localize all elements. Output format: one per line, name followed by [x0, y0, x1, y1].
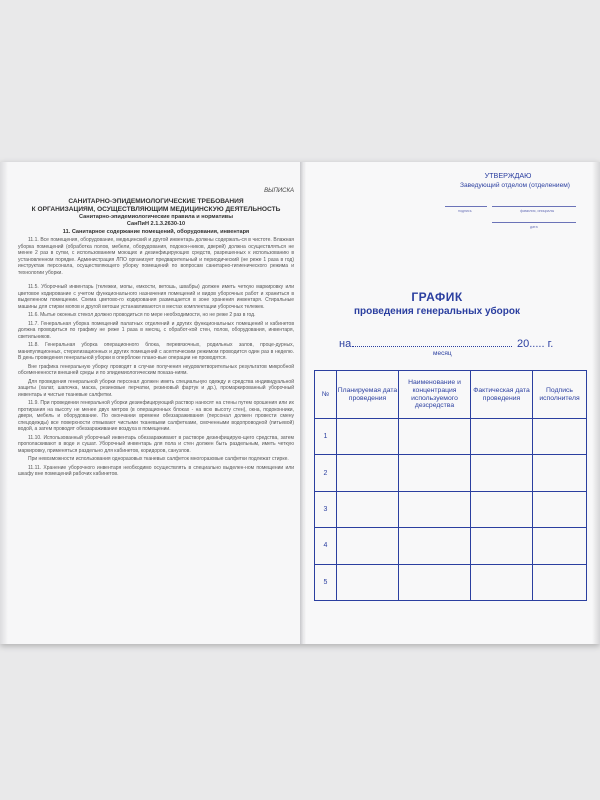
heading-section-11: 11. Санитарное содержание помещений, оборудования, инвентаря: [62, 228, 250, 235]
signature-line: [445, 206, 487, 207]
schedule-subtitle: проведения генеральных уборок: [353, 306, 521, 317]
paragraph-11-1: 11.1. Все помещения, оборудование, медицинский и другой инвентарь должны содержать-ся в чистоте. Влажная уборка помещений (обработка полов, мебели, оборудования, подокон-ников, дверей) должна осуществляться не менее 2 раз в сутки, с использованием моющих и дезинфицирующих средств, разрешенных к использованию в установленном порядке. Администрация ЛПО организует предварительный и периодический (не реже 1 раза в год) инструктаж персонала, осуществляющего уборку помещений по вопросам санитарно-гигиенического режима и технологии уборки.: [18, 237, 294, 276]
paragraph-11-5: 11.5. Уборочный инвентарь (тележки, мопы, емкости, ветошь, швабры) должен иметь четкую маркировку или цветовое кодирование с учетом функционального назначения помещений и видов уборочных работ и храниться в выделенном помещении. Схема цветово-го кодирования размещается в зоне хранения инвентаря. Стиральные машины для стирки мопов и другой ветоши устанавливаются в местах комплектации уборочных тележек.: [18, 284, 294, 310]
paragraph-11-6: 11.6. Мытье оконных стекол должно проводиться по мере необходимости, но не реже 2 раз в год.: [28, 312, 256, 318]
planned-date-cell[interactable]: [337, 455, 399, 491]
actual-date-cell[interactable]: [471, 455, 533, 491]
for-label: на: [339, 338, 352, 350]
signature-caption: подпись: [458, 209, 472, 213]
month-caption: месяц: [433, 350, 452, 357]
extract-label: ВЫПИСКА: [264, 188, 294, 194]
signature-cell[interactable]: [533, 564, 587, 600]
signature-cell[interactable]: [533, 528, 587, 564]
disinfectant-cell[interactable]: [399, 528, 471, 564]
date-line: [492, 222, 576, 223]
actual-date-cell[interactable]: [471, 528, 533, 564]
name-line: [492, 206, 576, 207]
paragraph-11-9: 11.9. При проведении генеральной уборки дезинфицирующий раствор наносят на стены путем орошения или их протирания на высоту не менее двух метров (в операционных блоках - на всю высоту стен), окна, подоконники, двери, мебель и оборудование. По окончании времени обеззараживания (персонал должен провести смену спецодежды) все поверхности отмывают чистыми тканевыми салфетками, смоченными водопроводной (питьевой) водой, а затем проводят обеззараживание воздуха в помещении.: [18, 400, 294, 432]
approve-label: УТВЕРЖДАЮ: [484, 171, 532, 180]
month-fill-line: [352, 346, 512, 347]
paragraph-11-7: 11.7. Генеральная уборка помещений палатных отделений и других функциональных помещений и кабинетов должна проводиться по графику не реже 1 раза в месяц, с обработ-кой стен, полов, оборудования, инвентаря, светильников.: [18, 320, 294, 340]
planned-date-cell[interactable]: [337, 491, 399, 527]
year-label: 20..... г.: [517, 338, 554, 350]
heading-rules: Санитарно-эпидемиологические правила и нормативы: [79, 213, 233, 220]
row-number: 5: [315, 564, 337, 600]
paragraph-11-10: 11.10. Использованный уборочный инвентарь обеззараживают в растворе дезинфицирую-щего средства, затем прополаскивают в воде и сушат. Уборочный инвентарь для пола и стен должен быть раздельным, иметь четкую маркировку, применяться раздельно для кабинетов, коридоров, санузлов.: [18, 434, 294, 454]
book-spine: [300, 162, 304, 644]
name-caption: фамилия, инициалы: [520, 209, 555, 213]
disinfectant-cell[interactable]: [399, 491, 471, 527]
actual-date-cell[interactable]: [471, 491, 533, 527]
header-actual-date: Фактическая дата проведения: [471, 371, 533, 419]
paragraph-11-8: 11.8. Генеральная уборка операционного блока, перевязочных, родильных залов, проце-дурных, манипуляционных, стерилизационных и других помещений с асептическим режимом проводится один раз в неделю. В день проведения генеральной уборки в оперблоке плано-вые операции не проводятся.: [18, 342, 294, 361]
row-number: 4: [315, 528, 337, 564]
table-row: [315, 528, 587, 564]
table-row: [315, 491, 587, 527]
row-number: 1: [315, 419, 337, 455]
table-header-row: [315, 371, 587, 419]
table-row: [315, 455, 587, 491]
paragraph-napkins: При невозможности использования одноразовых тканевых салфеток многоразовые салфетки подлежат стирке.: [28, 456, 289, 462]
actual-date-cell[interactable]: [471, 564, 533, 600]
head-of-department-label: Заведующий отделом (отделением): [460, 182, 570, 189]
row-number: 2: [315, 455, 337, 491]
planned-date-cell[interactable]: [337, 528, 399, 564]
paragraph-ppe: Для проведения генеральной уборки персонал должен иметь специальную одежду и средства индивидуальной защиты (халат, шапочка, маска, резиновые перчатки, резиновый фартук и др.), промаркированный уборочный инвентарь и чистые тканевые салфетки.: [18, 378, 294, 398]
date-caption: дата: [530, 225, 538, 229]
disinfectant-cell[interactable]: [399, 419, 471, 455]
header-disinfectant: Наименование и концентрация используемого дезсредства: [399, 371, 471, 419]
left-page: [18, 188, 294, 480]
heading-requirements: САНИТАРНО-ЭПИДЕМИОЛОГИЧЕСКИЕ ТРЕБОВАНИЯ: [68, 197, 244, 205]
header-number: №: [315, 371, 337, 419]
header-signature: Подпись исполнителя: [533, 371, 587, 419]
disinfectant-cell[interactable]: [399, 455, 471, 491]
header-planned-date: Планируемая дата проведения: [337, 371, 399, 419]
table-row: [315, 419, 587, 455]
planned-date-cell[interactable]: [337, 564, 399, 600]
table-row: [315, 564, 587, 600]
signature-cell[interactable]: [533, 419, 587, 455]
disinfectant-cell[interactable]: [399, 564, 471, 600]
planned-date-cell[interactable]: [337, 419, 399, 455]
heading-organizations: К ОРГАНИЗАЦИЯМ, ОСУЩЕСТВЛЯЮЩИМ МЕДИЦИНСКУЮ ДЕЯТЕЛЬНОСТЬ: [31, 205, 281, 213]
paragraph-out-of-schedule: Вне графика генеральную уборку проводят в случае получения неудовлетворительных результатов микробной обсемененности внешней среды и по эпидемиологическим показа-ниям.: [18, 363, 294, 376]
schedule-title: ГРАФИК: [411, 290, 463, 304]
signature-cell[interactable]: [533, 491, 587, 527]
row-number: 3: [315, 491, 337, 527]
signature-cell[interactable]: [533, 455, 587, 491]
heading-sanpin: СанПиН 2.1.3.2630-10: [126, 221, 186, 227]
cleaning-schedule-table: [314, 370, 587, 601]
paragraph-11-11: 11.11. Хранение уборочного инвентаря необходимо осуществлять в специально выделен-ном помещении или шкафу вне помещений рабочих кабинетов.: [18, 464, 294, 477]
actual-date-cell[interactable]: [471, 419, 533, 455]
